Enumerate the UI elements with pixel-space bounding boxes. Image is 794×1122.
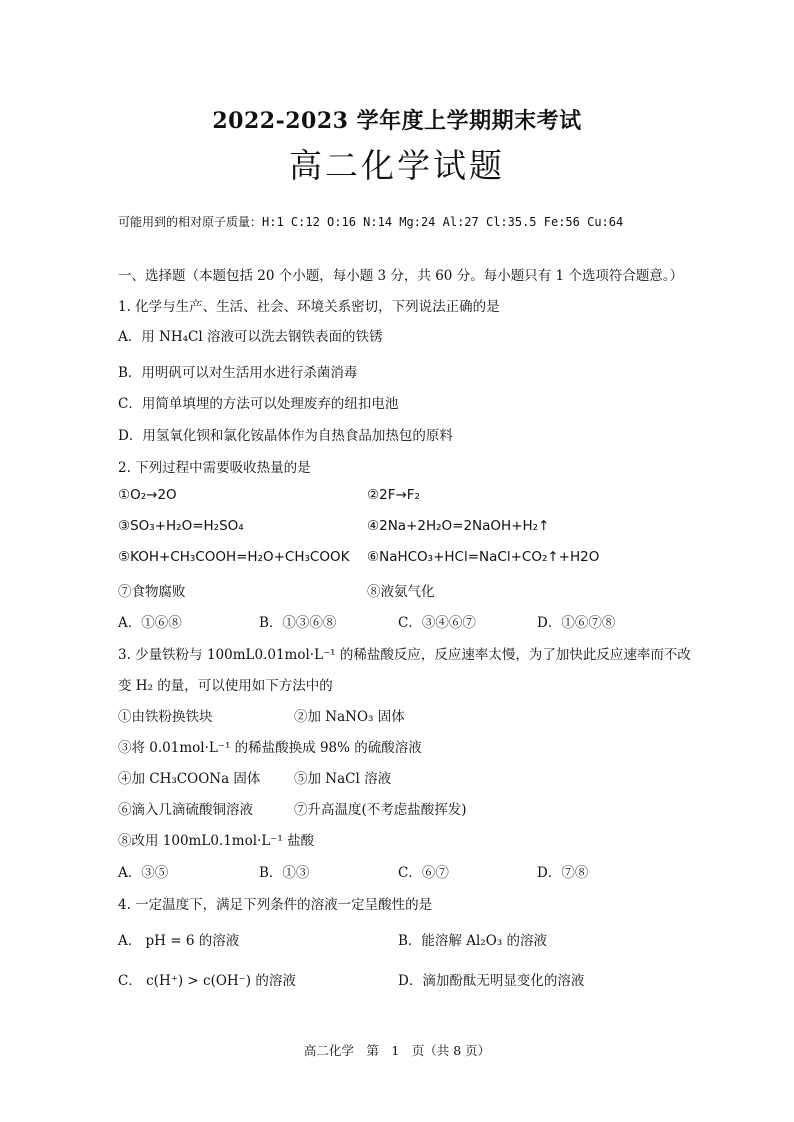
q4-option-a: A． pH = 6 的溶液 (118, 933, 240, 949)
q1-option-c: C．用简单填埋的方法可以处理废弃的纽扣电池 (118, 396, 399, 412)
exam-subtitle: 高二化学试题 (289, 146, 505, 185)
q3-option-b: B．①③ (259, 865, 310, 881)
q2-item-3: ③SO₃+H₂O=H₂SO₄ (118, 518, 244, 534)
exam-title: 2022-2023 学年度上学期期末考试 (212, 108, 582, 134)
q2-item-8: ⑧液氨气化 (367, 584, 435, 600)
q3-option-c: C．⑥⑦ (398, 865, 449, 881)
q4-stem: 4. 一定温度下，满足下列条件的溶液一定呈酸性的是 (118, 897, 433, 913)
q3-item-7: ⑦升高温度(不考虑盐酸挥发) (294, 802, 467, 818)
q3-item-2: ②加 NaNO₃ 固体 (294, 709, 405, 725)
q1-option-d: D．用氢氧化钡和氯化铵晶体作为自热食品加热包的原料 (118, 428, 453, 444)
q2-stem: 2. 下列过程中需要吸收热量的是 (118, 460, 311, 476)
q3-item-5: ⑤加 NaCl 溶液 (294, 771, 392, 787)
q1-option-a: A．用 NH₄Cl 溶液可以洗去钢铁表面的铁锈 (118, 329, 383, 345)
q3-item-3: ③将 0.01mol·L⁻¹ 的稀盐酸换成 98% 的硫酸溶液 (118, 740, 422, 756)
q2-option-d: D．①⑥⑦⑧ (537, 615, 616, 631)
atomic-masses: 可能用到的相对原子质量：H:1 C:12 O:16 N:14 Mg:24 Al:27 Cl:35.5 Fe:56 Cu:64 (118, 215, 624, 229)
q3-stem-line2: 变 H₂ 的量，可以使用如下方法中的 (118, 678, 333, 694)
section-heading: 一、选择题（本题包括 20 个小题，每小题 3 分，共 60 分。每小题只有 1 个选项符合题意。） (118, 268, 684, 284)
q3-item-4: ④加 CH₃COONa 固体 (118, 771, 261, 787)
q2-option-b: B．①③⑥⑧ (259, 615, 337, 631)
q2-item-2: ②2F→F₂ (367, 487, 420, 503)
q4-option-d: D．滴加酚酞无明显变化的溶液 (398, 973, 585, 989)
q3-item-8: ⑧改用 100mL0.1mol·L⁻¹ 盐酸 (118, 833, 315, 849)
q2-item-4: ④2Na+2H₂O=2NaOH+H₂↑ (367, 518, 550, 534)
q2-option-a: A．①⑥⑧ (118, 615, 182, 631)
q3-option-d: D．⑦⑧ (537, 865, 589, 881)
q3-option-a: A．③⑤ (118, 865, 169, 881)
q3-item-1: ①由铁粉换铁块 (118, 709, 213, 725)
q2-item-6: ⑥NaHCO₃+HCl=NaCl+CO₂↑+H2O (367, 549, 600, 565)
q3-stem-line1: 3. 少量铁粉与 100mL0.01mol·L⁻¹ 的稀盐酸反应，反应速率太慢，为了加快此反应速率而不改 (118, 647, 691, 663)
q2-item-1: ①O₂→2O (118, 487, 177, 503)
q4-option-b: B．能溶解 Al₂O₃ 的溶液 (398, 933, 547, 949)
q2-item-5: ⑤KOH+CH₃COOH=H₂O+CH₃COOK (118, 549, 350, 565)
q4-option-c: C． c(H⁺) > c(OH⁻) 的溶液 (118, 973, 296, 989)
q2-item-7: ⑦食物腐败 (118, 584, 186, 600)
q3-item-6: ⑥滴入几滴硫酸铜溶液 (118, 802, 253, 818)
q1-stem: 1. 化学与生产、生活、社会、环境关系密切，下列说法正确的是 (118, 299, 500, 315)
q2-option-c: C．③④⑥⑦ (398, 615, 476, 631)
q1-option-b: B．用明矾可以对生活用水进行杀菌消毒 (118, 365, 358, 381)
page-footer: 高二化学 第 1 页（共 8 页） (303, 1043, 491, 1058)
